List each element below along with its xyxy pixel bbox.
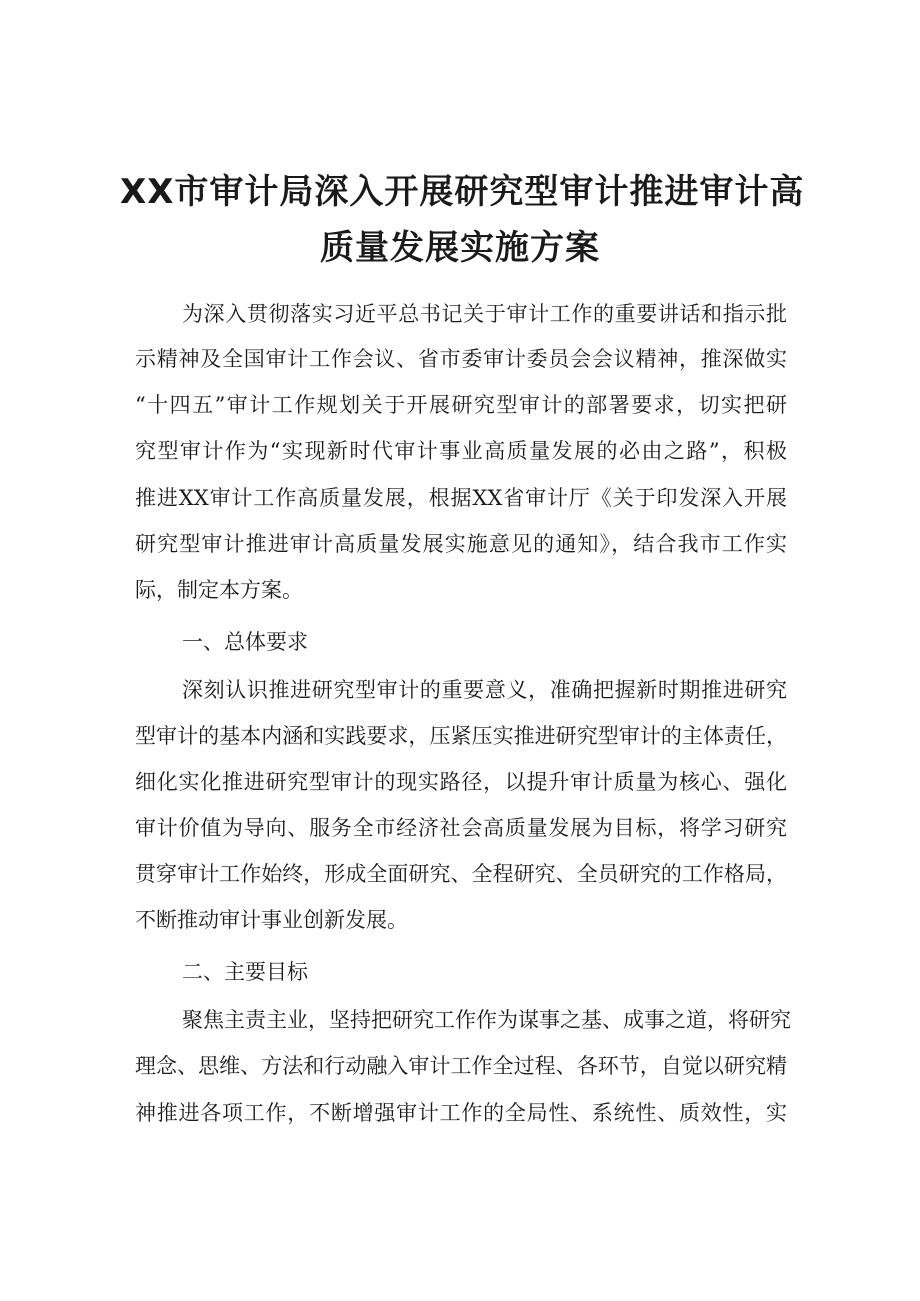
paragraph-2-line-4: 审计价值为导向、服务全市经济社会高质量发展为目标，将学习研究 — [135, 816, 787, 840]
paragraph-1-line-4: 究型审计作为“实现新时代审计事业高质量发展的必由之路”，积极 — [135, 439, 787, 463]
paragraph-2-line-2: 型审计的基本内涵和实践要求，压紧压实推进研究型审计的主体责任， — [135, 724, 787, 748]
section-heading-2: 二、主要目标 — [182, 960, 308, 984]
paragraph-1-line-5: 推进XX审计工作高质量发展，根据XX省审计厅《关于印发深入开展 — [135, 486, 787, 510]
paragraph-3-line-3: 神推进各项工作，不断增强审计工作的全局性、系统性、质效性，实 — [135, 1101, 787, 1125]
paragraph-2-line-6: 不断推动审计事业创新发展。 — [135, 908, 408, 932]
paragraph-1-line-7: 际，制定本方案。 — [135, 578, 303, 602]
paragraph-1-line-6: 研究型审计推进审计高质量发展实施意见的通知》，结合我市工作实 — [135, 532, 787, 556]
paragraph-2-line-3: 细化实化推进研究型审计的现实路径，以提升审计质量为核心、强化 — [135, 770, 787, 794]
document-title-line-1: XX市审计局深入开展研究型审计推进审计高 — [120, 172, 805, 212]
document-title-line-2: 质量发展实施方案 — [320, 228, 600, 268]
paragraph-1-line-2: 示精神及全国审计工作会议、省市委审计委员会会议精神，推深做实 — [135, 347, 787, 371]
paragraph-1-line-1: 为深入贯彻落实习近平总书记关于审计工作的重要讲话和指示批 — [182, 302, 787, 326]
section-heading-1: 一、总体要求 — [182, 630, 308, 654]
paragraph-1-line-3: “十四五”审计工作规划关于开展研究型审计的部署要求，切实把研 — [135, 393, 787, 417]
paragraph-2-line-1: 深刻认识推进研究型审计的重要意义，准确把握新时期推进研究 — [182, 678, 787, 702]
paragraph-3-line-2: 理念、思维、方法和行动融入审计工作全过程、各环节，自觉以研究精 — [135, 1054, 787, 1078]
paragraph-2-line-5: 贯穿审计工作始终，形成全面研究、全程研究、全员研究的工作格局， — [135, 862, 787, 886]
paragraph-3-line-1: 聚焦主责主业，坚持把研究工作作为谋事之基、成事之道，将研究 — [182, 1008, 791, 1032]
